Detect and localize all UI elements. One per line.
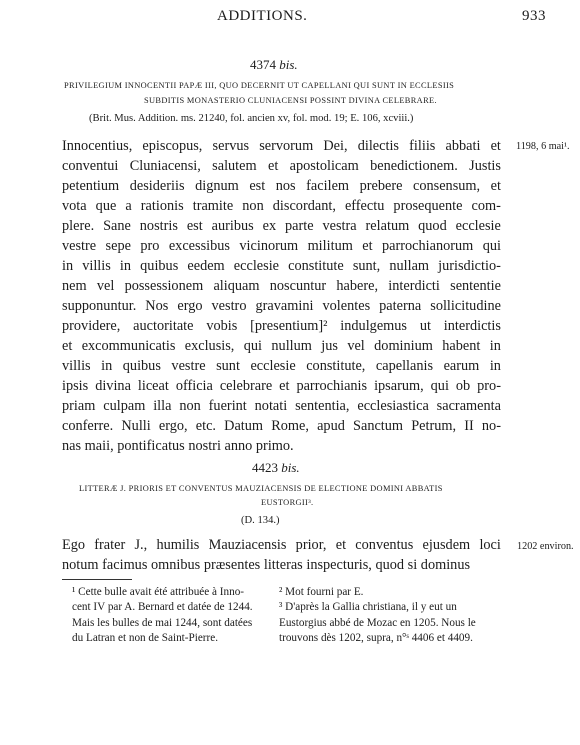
footnote-line: ³ D'après la Gallia christiana, il y eut un — [279, 601, 457, 614]
footnote-line: ¹ Cette bulle avait été attribuée à Inno- — [72, 586, 245, 598]
document-title-line: LITTERÆ J. PRIORIS ET CONVENTUS MAUZIACENSIS DE ELECTIONE DOMINI ABBATIS — [79, 484, 443, 493]
text-line: vestre sepe pro excessibus vicinorum militum et parrochianorum qui — [62, 238, 501, 254]
text-line: conferre. Nulli ergo, etc. Datum Rome, apud Sanctum Petrum, II no- — [62, 418, 501, 434]
footnote-line: Mais les bulles de mai 1244, sont datées — [72, 616, 253, 629]
text-line: et excommunicatis exclusis, qui nullum jus vel dominium habent in — [62, 338, 501, 354]
footnotes-left-column — [72, 585, 272, 649]
text-line: villis in quibus vestre sunt ecclesie constitute, capellanis earum in — [62, 358, 501, 374]
footnote-line: Eustorgius abbé de Mozac en 1205. Nous le — [279, 616, 476, 629]
document-number — [252, 460, 300, 476]
text-line: Ego frater J., humilis Mauziacensis prior, et conventus ejusdem loci — [62, 537, 501, 553]
source-reference: (D. 134.) — [241, 515, 280, 526]
text-line: priam culpam illa non fuerint notati sententia, ecclesiastica sacramenta — [62, 398, 501, 414]
text-line: conventui Cluniacensi, salutem et apostolicam benedictionem. Justis — [62, 158, 501, 174]
text-line: ipsis divina liceat officia celebrare et parrochianis ipsarum, qui ob pro- — [62, 378, 501, 394]
page-number: 933 — [522, 8, 546, 24]
document-number-suffix: bis. — [279, 57, 298, 72]
margin-date: 1198, 6 mai¹. — [516, 141, 570, 152]
footnote-line: trouvons dès 1202, supra, n°ˢ 4406 et 4409. — [279, 632, 473, 645]
text-line: Innocentius, episcopus, servus servorum Dei, dilectis filiis abbati et — [62, 138, 501, 154]
running-header-title: ADDITIONS. — [217, 8, 308, 24]
footnote-line: cent IV par A. Bernard et datée de 1244. — [72, 601, 253, 614]
document-title-line: SUBDITIS MONASTERIO CLUNIACENSI POSSINT DIVINA CELEBRARE. — [144, 96, 437, 105]
document-number-value: 4423 — [252, 460, 278, 475]
text-line: notum facimus omnibus præsentes litteras inspecturis, quod si dominus — [62, 557, 471, 573]
text-line: in villis in quibus eedem ecclesie constitute sunt, nullam jurisdictio- — [62, 258, 501, 274]
text-line: providere, auctoritate vobis [presentium]² indulgemus ut interdictis — [62, 318, 501, 334]
text-line: supponuntur. Nos ergo vestro gravamini volentes paterna sollicitudine — [62, 298, 501, 314]
footnotes-right-column — [279, 585, 504, 649]
text-line: petentium desideriis dignum est nos facilem prebere consensum, et — [62, 178, 501, 194]
footnote-line: du Latran et non de Saint-Pierre. — [72, 632, 219, 645]
document-body — [62, 136, 501, 458]
footnote-line: ² Mot fourni par E. — [279, 586, 364, 598]
footnote-rule — [62, 579, 132, 580]
document-number-suffix: bis. — [281, 460, 300, 475]
text-line: nem vel possessionem aliquam noscuntur habere, interdicti sententie — [62, 278, 501, 294]
text-line: plere. Sane nostris est auribus ex parte vestra relatum quod ecclesie — [62, 218, 501, 234]
document-number-value: 4374 — [250, 57, 276, 72]
margin-date: 1202 environ. — [517, 541, 574, 552]
source-reference: (Brit. Mus. Addition. ms. 21240, fol. ancien xv, fol. mod. 19; E. 106, xcviii.) — [89, 113, 414, 124]
text-line: vota que a rationis tramite non discordant, effectu prosequente com- — [62, 198, 501, 214]
document-title-line: EUSTORGII³. — [261, 498, 314, 507]
document-number — [250, 57, 298, 73]
text-line: nas maii, pontificatus nostri anno primo. — [62, 438, 294, 454]
document-body — [62, 535, 501, 575]
document-title-line: PRIVILEGIUM INNOCENTII PAPÆ III, QUO DECERNIT UT CAPELLANI QUI SUNT IN ECCLESIIS — [64, 81, 455, 90]
